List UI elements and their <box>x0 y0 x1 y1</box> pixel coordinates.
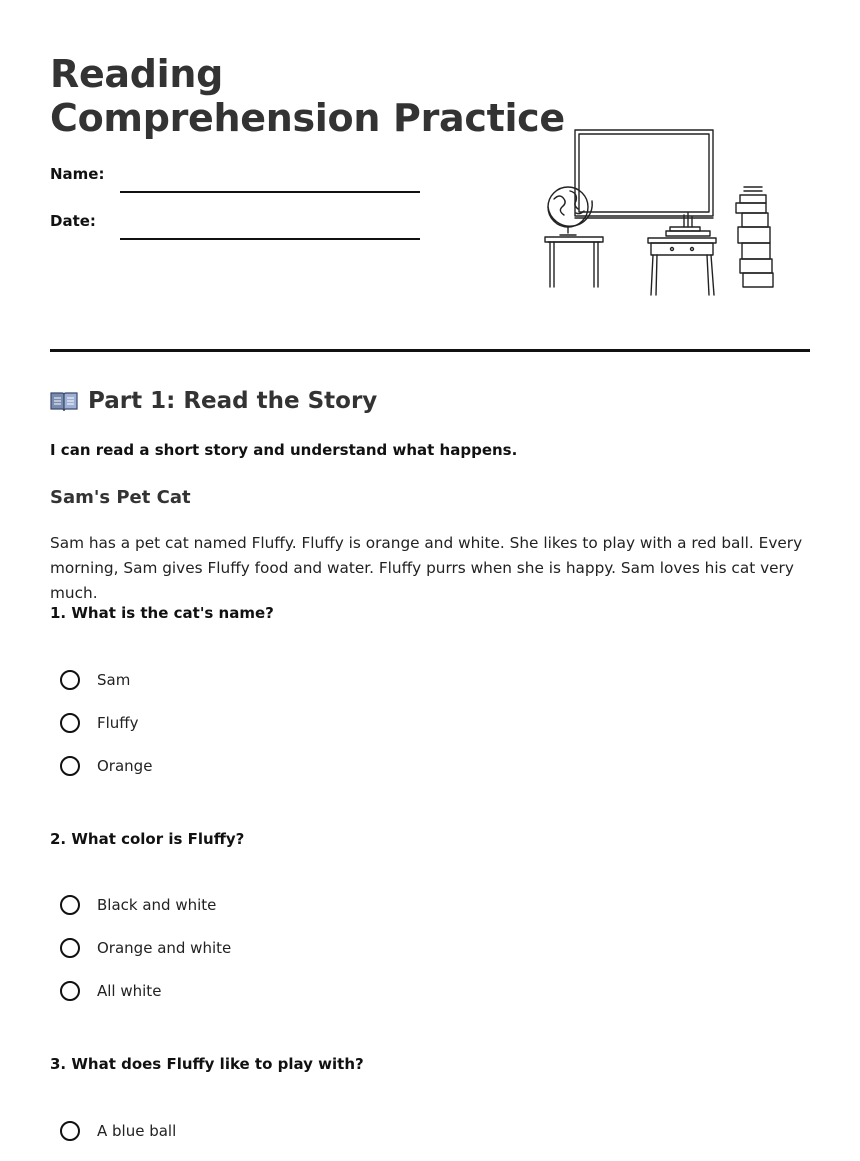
radio-circle-icon[interactable] <box>60 1121 80 1141</box>
header-divider <box>50 349 810 352</box>
story-text: Sam has a pet cat named Fluffy. Fluffy is orange and white. She likes to play with a red ball. Every morning, Sam gives Fluffy food and water. Fluffy purrs when she is happy. Sam loves his cat very much. <box>50 534 803 602</box>
question-3: 3. What does Fluffy like to play with? <box>50 1055 364 1073</box>
name-input-line[interactable] <box>120 191 420 193</box>
question-2: 2. What color is Fluffy? <box>50 830 245 848</box>
question-2-option-2[interactable] <box>60 938 231 958</box>
book-icon <box>50 390 78 412</box>
question-1-option-2[interactable] <box>60 713 139 733</box>
radio-circle-icon[interactable] <box>60 756 80 776</box>
radio-circle-icon[interactable] <box>60 938 80 958</box>
classroom-illustration <box>540 125 790 305</box>
desk-icon <box>648 213 716 295</box>
globe-icon <box>548 187 592 235</box>
option-label: A blue ball <box>97 1122 177 1140</box>
radio-circle-icon[interactable] <box>60 670 80 690</box>
page-title <box>50 52 565 140</box>
story-title: Sam's Pet Cat <box>50 487 191 508</box>
option-label: Sam <box>97 671 131 689</box>
question-2-option-3[interactable] <box>60 981 161 1001</box>
part-1-title <box>50 388 377 414</box>
question-3-option-1[interactable] <box>60 1121 176 1141</box>
part-1-title-text: Part 1: Read the Story <box>88 388 378 414</box>
book-stack-icon <box>736 187 773 287</box>
option-label: Black and white <box>97 896 217 914</box>
name-field[interactable] <box>50 165 420 183</box>
title-line-1: Reading <box>50 52 224 96</box>
radio-circle-icon[interactable] <box>60 895 80 915</box>
question-1-option-1[interactable] <box>60 670 130 690</box>
option-label: All white <box>97 982 162 1000</box>
question-1: 1. What is the cat's name? <box>50 604 274 622</box>
option-label: Orange <box>97 757 153 775</box>
date-field[interactable] <box>50 212 420 230</box>
option-label: Orange and white <box>97 939 232 957</box>
question-1-option-3[interactable] <box>60 756 152 776</box>
option-label: Fluffy <box>97 714 139 732</box>
title-line-2: Comprehension Practice <box>50 96 565 140</box>
learning-objective: I can read a short story and understand what happens. <box>50 441 518 459</box>
left-table-icon <box>545 237 603 287</box>
name-label: Name: <box>50 165 105 183</box>
date-input-line[interactable] <box>120 238 420 240</box>
chalkboard-icon <box>575 130 713 218</box>
date-label: Date: <box>50 212 96 230</box>
question-2-option-1[interactable] <box>60 895 216 915</box>
radio-circle-icon[interactable] <box>60 981 80 1001</box>
radio-circle-icon[interactable] <box>60 713 80 733</box>
